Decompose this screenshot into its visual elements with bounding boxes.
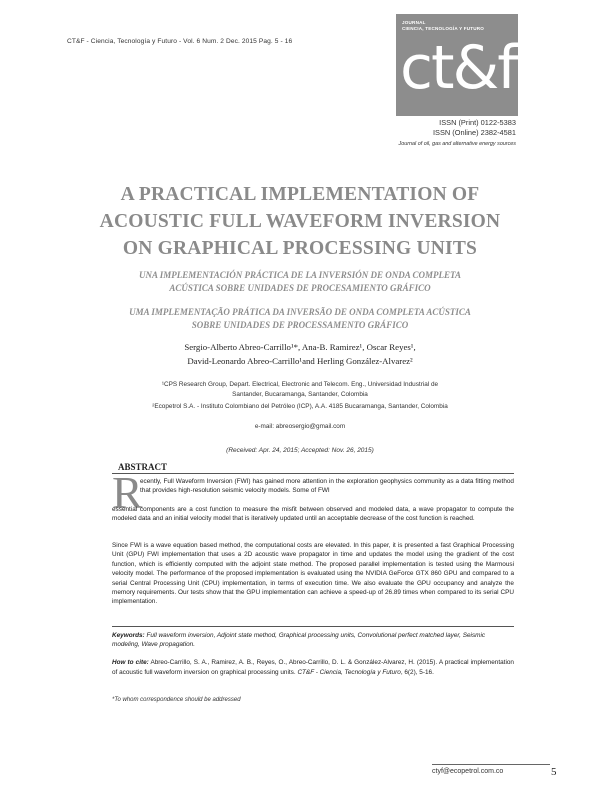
portuguese-title: [60, 306, 540, 331]
affiliation-1: [60, 380, 540, 400]
spanish-title-line: UNA IMPLEMENTACIÓN PRÁCTICA DE LA INVERSIÓN DE ONDA COMPLETA: [138, 270, 462, 280]
abstract-heading: ABSTRACT: [118, 462, 168, 472]
footer-divider: [432, 764, 550, 765]
abstract-divider-bottom: [112, 626, 514, 627]
title-line: ACOUSTIC FULL WAVEFORM INVERSION: [99, 211, 501, 232]
cite-tail: , 6(2), 5-16.: [400, 668, 434, 676]
author-line: David-Leonardo Abreo-Carrillo¹and Herling González-Alvarez²: [187, 355, 413, 366]
author-list: [60, 341, 540, 368]
how-to-cite: [112, 658, 514, 677]
journal-tagline: Journal of oil, gas and alternative energy sources: [398, 141, 516, 147]
keywords-text: Full waveform inversion, Adjoint state method, Graphical processing units, Convolutional perfect matched layer, Seismic modeling, Wave propagation.: [112, 632, 486, 649]
logo-mark: ct&f: [400, 33, 517, 103]
issn-online: ISSN (Online) 2382-4581: [433, 128, 516, 137]
affiliation-2: ²Ecopetrol S.A. - Instituto Colombiano del Petróleo (ICP), A.A. 4185 Bucaramanga, Santander, Colombia: [152, 403, 448, 410]
cite-journal: CT&F - Ciencia, Tecnología y Futuro: [297, 668, 401, 676]
affiliation-line: ¹CPS Research Group, Depart. Electrical, Electronic and Telecom. Eng., Universidad Industrial de: [161, 381, 439, 388]
cite-label: How to cite:: [112, 659, 149, 666]
journal-logo: [396, 14, 518, 116]
abstract-dropcap: R: [112, 467, 143, 518]
abstract-divider: [112, 473, 514, 474]
correspondence-note: *To whom correspondence should be addressed: [112, 697, 241, 703]
abstract-paragraph-1-rest: essential components are a cost function to measure the misfit between observed and modeled data, a wave propagator to compute the modeled data and an initial velocity model that is iteratively updated until an acceptable decrease of the cost function is reached.: [112, 506, 514, 523]
journal-header: CT&F - Ciencia, Tecnología y Futuro - Vol. 6 Num. 2 Dec. 2015 Pag. 5 - 16: [67, 38, 293, 45]
paper-title: [60, 181, 540, 262]
received-dates: (Received: Apr. 24, 2015; Accepted: Nov. 26, 2015): [226, 447, 374, 454]
abstract-paragraph-1-start: ecently, Full Waveform Inversion (FWI) has gained more attention in the exploration geophysics community as a data fitting method that provides high-resolution seismic velocity models. Some of FWI: [140, 478, 514, 495]
page-number: 5: [551, 766, 557, 778]
keywords-label: Keywords:: [112, 632, 145, 639]
abstract-paragraph-2: Since FWI is a wave equation based method, the computational costs are elevated. In this paper, it is presented a fast Graphical Processing Unit (GPU) FWI implementation that uses a 2D acoustic wave propagator in time and updates the model using the gradient of the cost function, which is efficiently computed with the adjoint state method. The proposed parallel implementation is tested using the Marmousi velocity model. The performance of the proposed implementation is evaluated using the NVIDIA GeForce GTX 860 GPU and compared to a serial Central Processing Unit (CPU) implementation, in terms of execution time. We also evaluate the GPU occupancy and analyze the memory requirements. Our tests show that the GPU implementation can achieve a speed-up of 26.89 times when compared to its serial CPU implementation.: [112, 542, 514, 606]
author-email: e-mail: abreosergio@gmail.com: [254, 423, 346, 430]
portuguese-title-line: UMA IMPLEMENTAÇÃO PRÁTICA DA INVERSÃO DE ONDA COMPLETA ACÚSTICA: [129, 307, 471, 317]
spanish-title: [60, 269, 540, 294]
issn-print: ISSN (Print) 0122-5383: [439, 118, 516, 127]
title-line: A PRACTICAL IMPLEMENTATION OF: [120, 184, 480, 205]
logo-caption-line1: JOURNAL: [402, 20, 426, 25]
footer-email: ctyf@ecopetrol.com.co: [432, 768, 504, 775]
portuguese-title-line: SOBRE UNIDADES DE PROCESSAMENTO GRÁFICO: [191, 319, 409, 330]
spanish-title-line: ACÚSTICA SOBRE UNIDADES DE PROCESAMIENTO GRÁFICO: [169, 282, 431, 293]
title-line: ON GRAPHICAL PROCESSING UNITS: [122, 238, 478, 259]
affiliation-line: Santander, Bucaramanga, Santander, Colombia: [232, 391, 368, 398]
logo-caption-line2: CIENCIA, TECNOLOGÍA Y FUTURO: [402, 26, 485, 31]
keywords: [112, 631, 514, 650]
author-line: Sergio-Alberto Abreo-Carrillo¹*, Ana-B. Ramirez¹, Oscar Reyes¹,: [184, 342, 416, 352]
logo-caption: [402, 20, 484, 32]
cite-text: Abreo-Carrillo, S. A., Ramirez, A. B., Reyes, O., Abreo-Carrillo, D. L. & González-Alvarez, H. (2015). A practical implementation of acoustic full waveform inversion on graphical processing units.: [112, 659, 514, 676]
